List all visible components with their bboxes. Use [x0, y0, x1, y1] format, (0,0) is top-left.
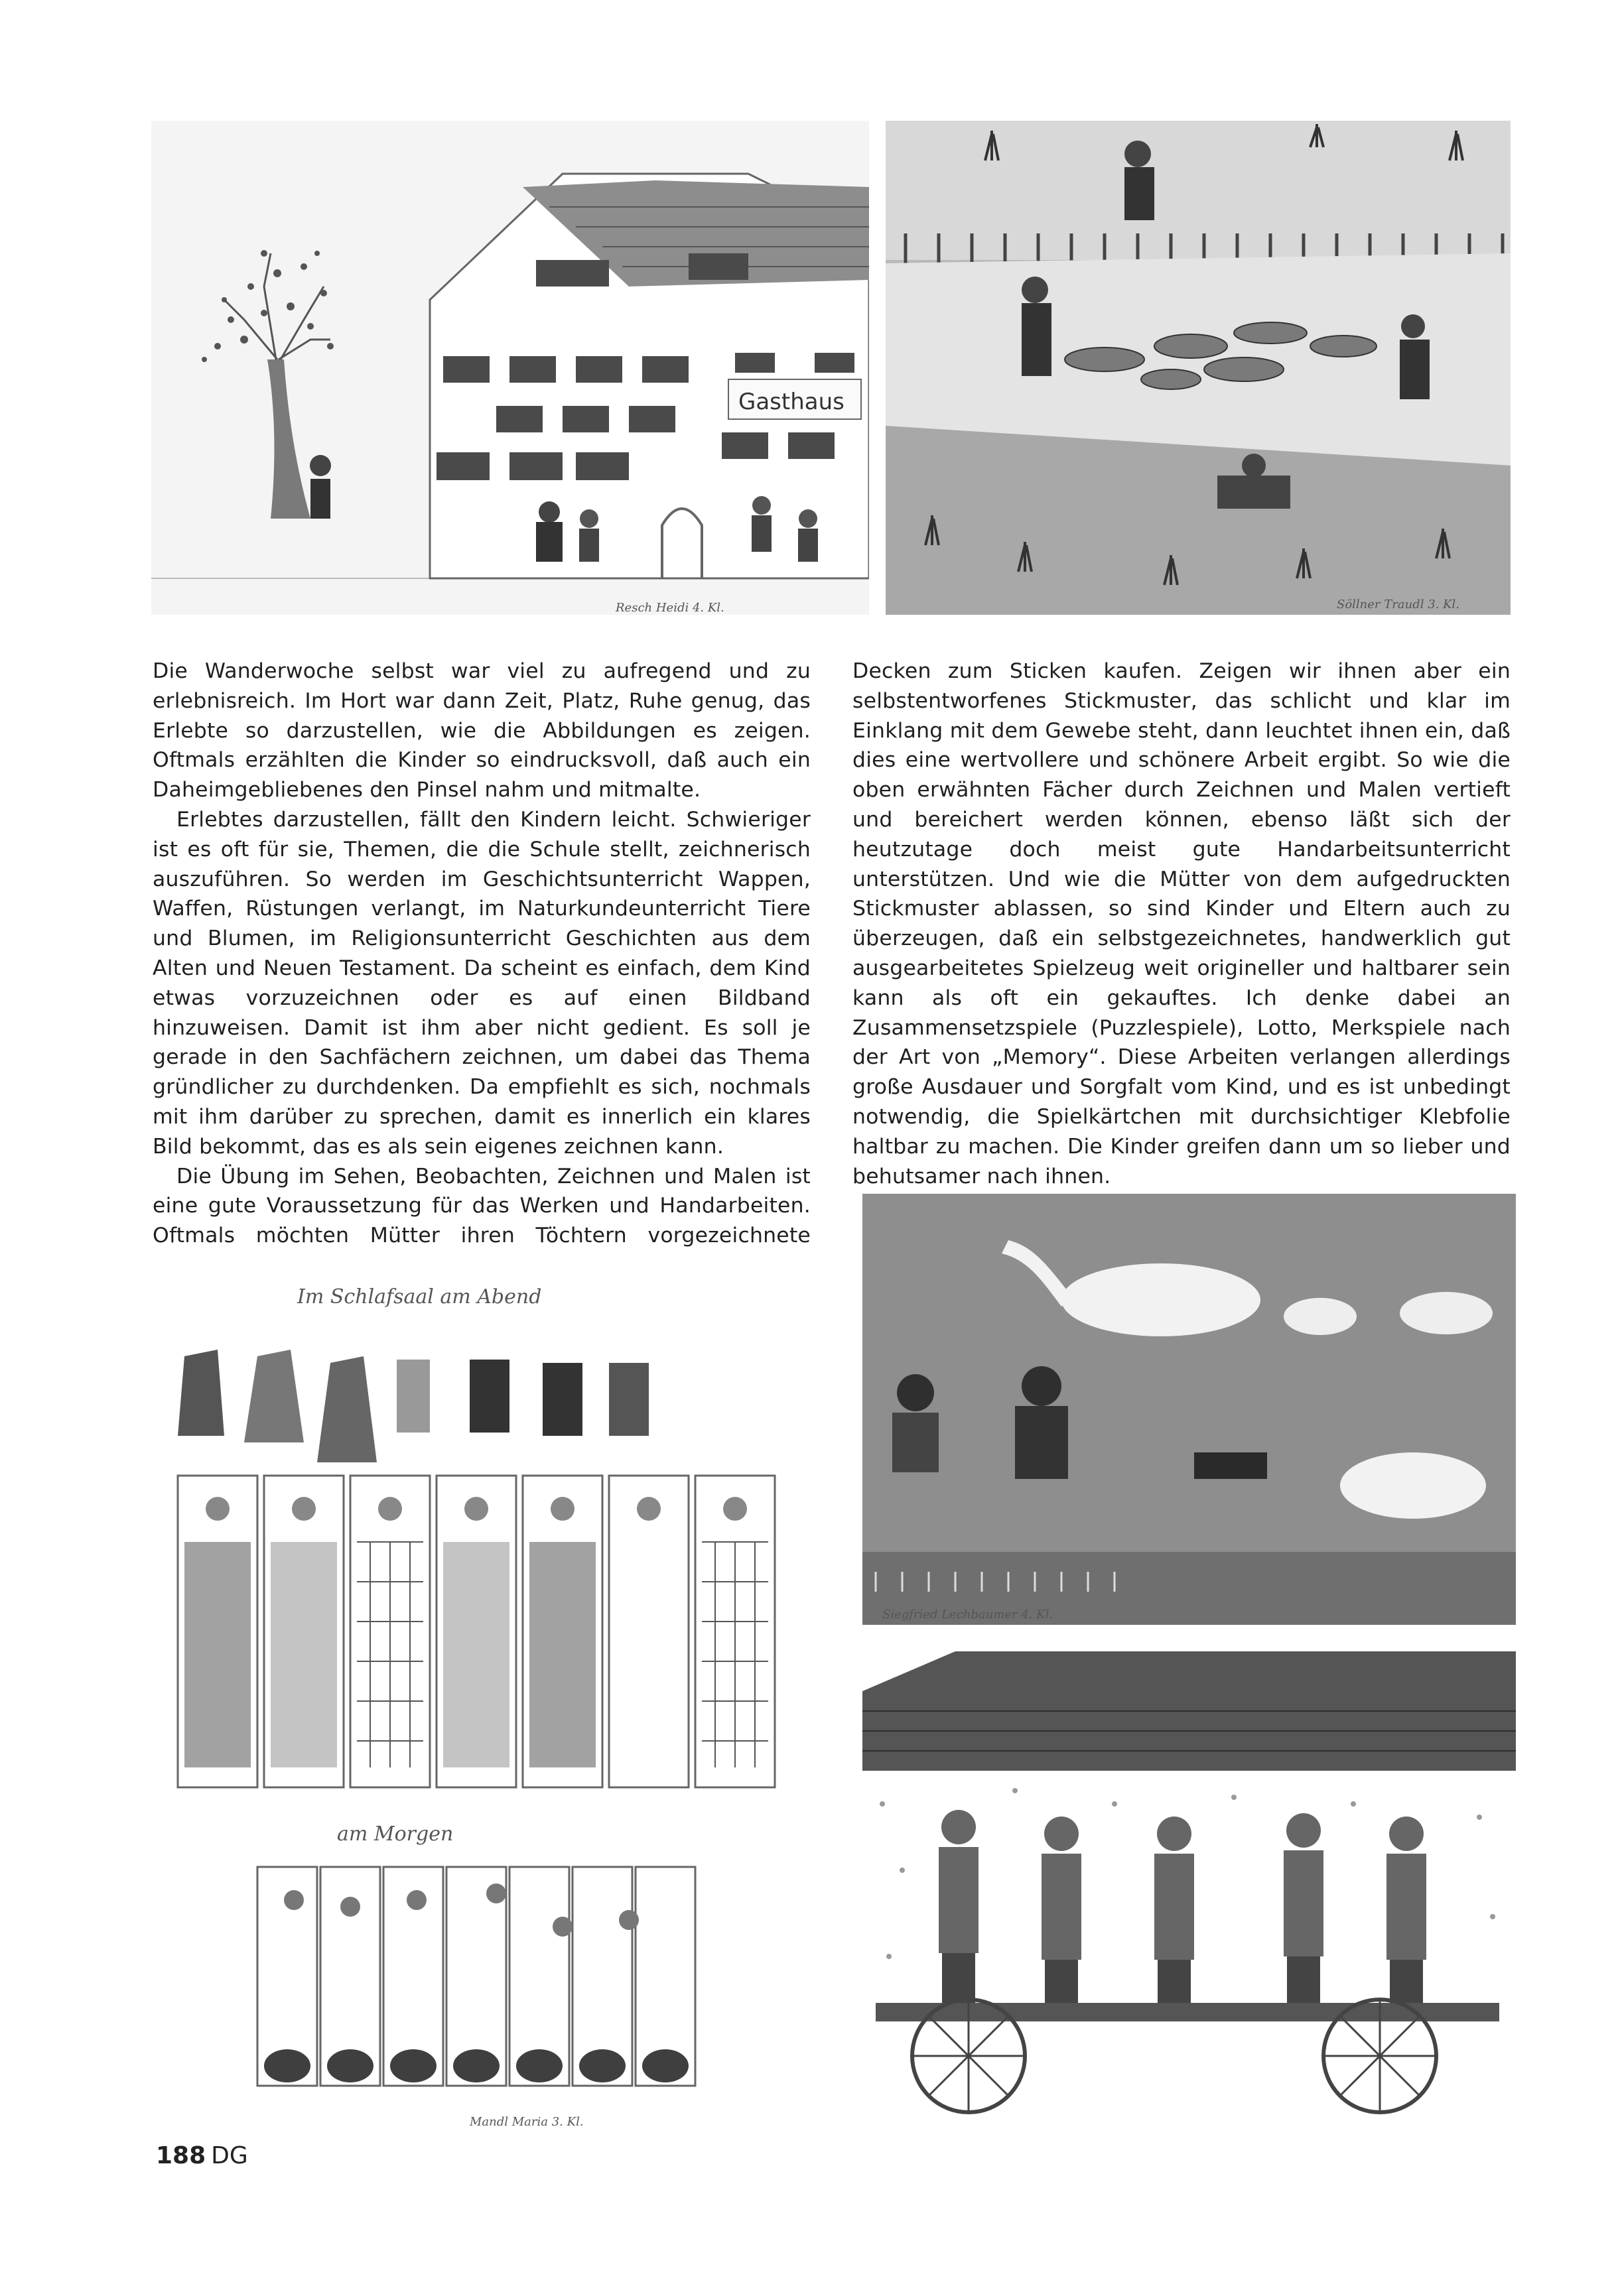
- gaense-drawing: [862, 1194, 1516, 1625]
- text-column-left: [153, 657, 811, 1251]
- journal-abbrev: DG: [211, 2142, 248, 2169]
- wagen-drawing: [862, 1651, 1516, 2122]
- left-paragraph-3: Die Übung im Sehen, Beobachten, Zeichnen und Malen ist eine gute Voraussetzung für das Werken und Handarbeiten. Oftmals möchten Mütter ihren Töchtern vorgezeichnete: [153, 1164, 811, 1248]
- wanderung-drawing: [886, 121, 1511, 615]
- gasthaus-drawing: [151, 121, 869, 615]
- schlafsaal-drawing: [151, 1263, 815, 2139]
- schlafsaal-title-evening: Im Schlafsaal am Abend: [297, 1285, 542, 1308]
- page-number: 188: [156, 2142, 206, 2169]
- figure-schlafsaal: [151, 1263, 815, 2139]
- text-column-right: [852, 657, 1511, 1191]
- gasthaus-sign: Gasthaus: [738, 389, 844, 415]
- schlafsaal-signature: Mandl Maria 3. Kl.: [470, 2115, 584, 2129]
- gaense-signature: Siegfried Lechbaumer 4. Kl.: [882, 1608, 1053, 1622]
- right-paragraph-1: Decken zum Sticken kaufen. Zeigen wir ihnen aber ein selbstentworfenes Stickmuster, das schlicht und klar im Einklang mit dem Gewebe steht, dann leuchtet ihnen ein, daß dies eine wertvollere und schönere Arbeit ergibt. So wie die oben erwähnten Fächer durch Zeichnen und Malen vertieft und bereichert werden können, ebenso läßt sich der heutzutage doch meist gute Handarbeitsunterricht unterstützen. Und wie die Mütter von dem aufgedruckten Stickmuster ablassen, so sind Kinder und Eltern auch zu überzeugen, daß ein selbstgezeichnetes, handwerklich gut ausgearbeitetes Spielzeug weit origineller und haltbarer sein kann als oft ein gekauftes. Ich denke dabei an Zusammensetzspiele (Puzzlespiele), Lotto, Merkspiele nach der Art von „Memory“. Diese Arbeiten verlangen allerdings große Ausdauer und Sorgfalt vom Kind, und es ist unbedingt notwendig, die Spielkärtchen mit durchsichtiger Klebfolie haltbar zu machen. Die Kinder greifen dann um so lieber und behutsamer nach ihnen.: [852, 659, 1511, 1188]
- wanderung-signature: Söllner Traudl 3. Kl.: [1337, 598, 1460, 611]
- left-paragraph-1: Die Wanderwoche selbst war viel zu aufregend und zu erlebnisreich. Im Hort war dann Zeit, Platz, Ruhe genug, das Erlebte so darzustellen, wie die Abbildungen es zeigen. Oftmals erzählten die Kinder so eindrucksvoll, daß auch ein Daheimgebliebenes den Pinsel nahm und mitmalte.: [153, 659, 811, 802]
- figure-gasthaus: [151, 121, 869, 615]
- page-footer: [156, 2142, 248, 2169]
- left-paragraph-2: Erlebtes darzustellen, fällt den Kindern leicht. Schwieriger ist es oft für sie, Themen, die die Schule stellt, zeichnerisch auszuführen. So werden im Geschichtsunterricht Wappen, Waffen, Rüstungen verlangt, im Naturkundeunterricht Tiere und Blumen, im Religionsunterricht Geschichten aus dem Alten und Neuen Testament. Da scheint es einfach, dem Kind etwas vorzuzeichnen oder es auf einen Bildband hinzuweisen. Damit ist ihm aber nicht gedient. Es soll je gerade in den Sachfächern zeichnen, um dabei das Thema gründlicher zu durchdenken. Da empfiehlt es sich, nochmals mit ihm darüber zu sprechen, damit es innerlich ein klares Bild bekommt, das es als sein eigenes zeichnen kann.: [153, 807, 811, 1159]
- figure-wagen: [862, 1651, 1516, 2122]
- schlafsaal-title-morning: am Morgen: [337, 1822, 454, 1846]
- gasthaus-signature: Resch Heidi 4. Kl.: [616, 601, 724, 615]
- figure-wanderung: [886, 121, 1511, 615]
- figure-gaense: [862, 1194, 1516, 1625]
